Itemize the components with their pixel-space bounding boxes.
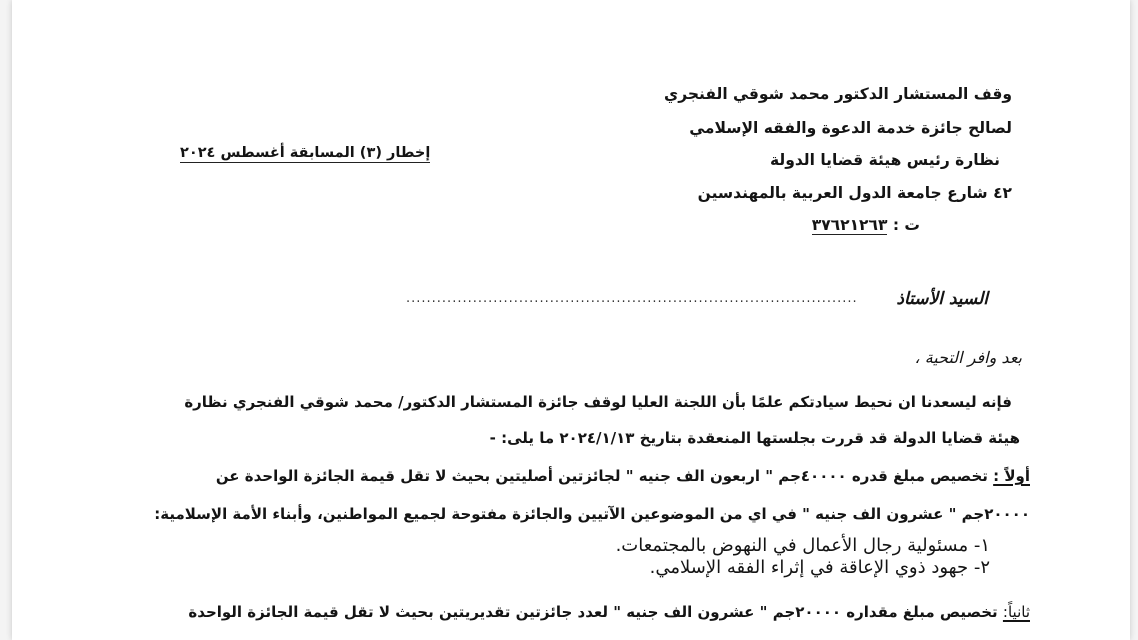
phone-number: ٣٧٦٢١٢٦٣ <box>811 216 888 234</box>
first-item-line-1 <box>216 467 1030 485</box>
salutation-label: السيد الأستاذ <box>896 289 988 309</box>
letter-page <box>12 0 1130 640</box>
second-label: ثانياً: <box>1002 603 1030 621</box>
intro-line-1: فإنه ليسعدنا ان نحيط سيادتكم علمًا بأن اللجنة العليا لوقف جائزة المستشار الدكتور/ محمد شوقي الفنجري نظارة <box>184 393 1012 411</box>
first-item-line-2: ٢٠٠٠٠جم " عشرون الف جنيه " في اي من الموضوعين الآتيين والجائزة مفتوحة لجميع المواطنين، وأبناء الأمة الإسلامية: <box>154 505 1030 523</box>
letterhead-line-1: وقف المستشار الدكتور محمد شوقي الفنجري <box>664 85 1012 103</box>
letterhead-line-4: ٤٢ شارع جامعة الدول العربية بالمهندسين <box>697 184 1012 202</box>
letterhead-line-2: لصالح جائزة خدمة الدعوة والفقه الإسلامي <box>689 119 1012 137</box>
letterhead-line-3: نظارة رئيس هيئة قضايا الدولة <box>769 151 1000 169</box>
phone-label: ت : <box>892 216 920 234</box>
greeting: بعد وافر التحية ، <box>914 348 1022 367</box>
topic-list-item: ١- مسئولية رجال الأعمال في النهوض بالمجتمعات. <box>615 535 990 556</box>
phone-line <box>812 216 920 234</box>
first-label: أولاً : <box>993 467 1030 485</box>
intro-line-2: هيئة قضايا الدولة قد قررت بجلستها المنعقدة بتاريخ ٢٠٢٤/١/١٣ ما يلى: - <box>489 429 1020 447</box>
second-text-1: تخصيص مبلغ مقداره ٢٠٠٠٠جم " عشرون الف جنيه " لعدد جائزتين تقديريتين بحيث لا تقل قيمة الجائزة الواحدة <box>188 603 998 621</box>
notice-title: إخطار (٣) المسابقة أغسطس ٢٠٢٤ <box>180 145 431 161</box>
second-item-line-1 <box>188 603 1030 621</box>
recipient-name-blank: ........................................................................................ <box>406 291 858 306</box>
topic-list-item: ٢- جهود ذوي الإعاقة في إثراء الفقه الإسلامي. <box>649 557 990 578</box>
first-text-1: تخصيص مبلغ قدره ٤٠٠٠٠جم " اربعون الف جنيه " لجائزتين أصليتين بحيث لا تقل قيمة الجائزة الواحدة عن <box>215 467 988 485</box>
